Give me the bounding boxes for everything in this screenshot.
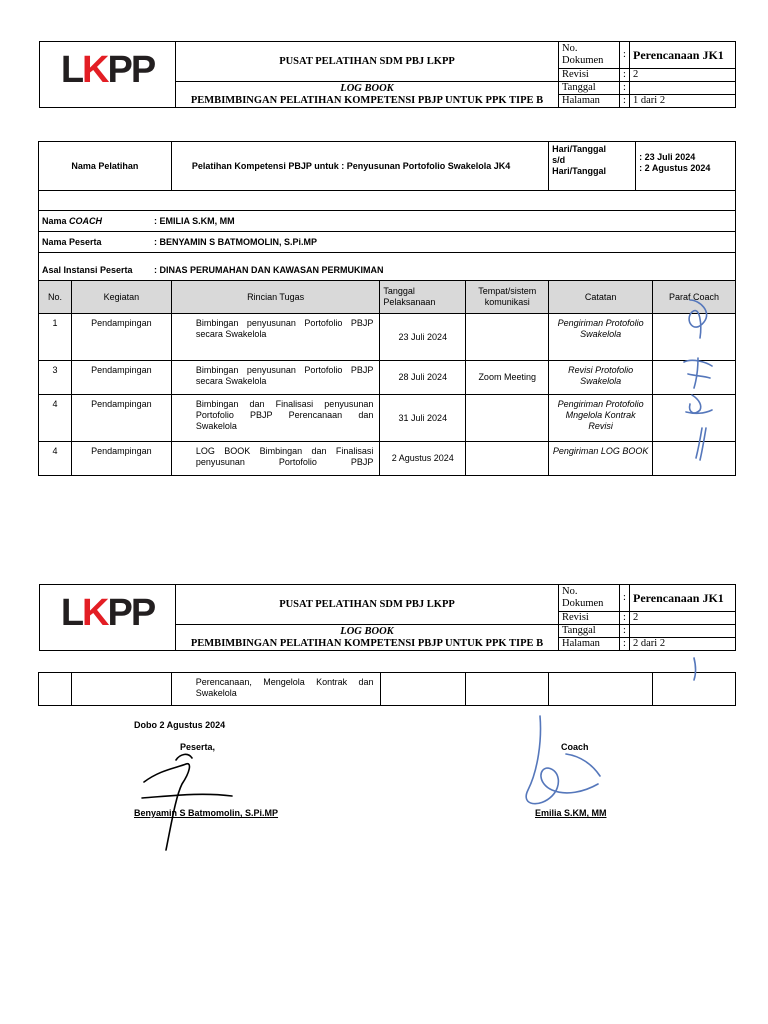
table-row: 4 Pendampingan LOG BOOK Bimbingan dan Finalisasi penyusunan Portofolio PBJP 2 Agustus 2024 Pengiriman LOG BOOK bbox=[39, 442, 736, 476]
doc-type: LOG BOOK bbox=[340, 625, 394, 637]
paraf-mark-4 bbox=[696, 428, 706, 460]
table-row: 3 Pendampingan Bimbingan penyusunan Portofolio PBJP secara Swakelola 28 Juli 2024 Zoom Meeting Revisi Protofolio Swakelola bbox=[39, 361, 736, 395]
peserta-sign-label: Peserta, bbox=[180, 742, 216, 752]
paraf-mark-1 bbox=[689, 300, 707, 338]
coach-sign-label: Coach bbox=[561, 742, 589, 752]
training-name-value: Pelatihan Kompetensi PBJP untuk : Penyusunan Portofolio Swakelola JK4 bbox=[171, 142, 548, 191]
place-date: Dobo 2 Agustus 2024 bbox=[134, 720, 226, 730]
revisi-value: 2 bbox=[630, 69, 736, 82]
halaman-value: 2 dari 2 bbox=[630, 638, 736, 651]
col-kegiatan: Kegiatan bbox=[71, 281, 171, 314]
peserta-signature bbox=[142, 754, 232, 850]
instansi-value: : DINAS PERUMAHAN DAN KAWASAN PERMUKIMAN bbox=[154, 264, 384, 275]
coach-label: COACH bbox=[69, 215, 103, 226]
coach-value: : EMILIA S.KM, MM bbox=[154, 215, 235, 226]
instansi-label: Asal Instansi Peserta bbox=[42, 264, 133, 275]
halaman-value: 1 dari 2 bbox=[630, 95, 736, 108]
doc-title: PEMBIMBINGAN PELATIHAN KOMPETENSI PBJP UNTUK PPK TIPE B bbox=[190, 637, 544, 649]
no-dokumen-value: Perencanaan JK1 bbox=[630, 42, 736, 69]
paraf-mark-2 bbox=[684, 358, 712, 388]
no-dokumen-value: Perencanaan JK1 bbox=[630, 585, 736, 612]
col-no: No. bbox=[39, 281, 72, 314]
tanggal-label: Tanggal bbox=[559, 625, 620, 638]
table-row: 1 Pendampingan Bimbingan penyusunan Portofolio PBJP secara Swakelola 23 Juli 2024 Pengiriman Protofolio Swakelola bbox=[39, 314, 736, 361]
no-dokumen-label: No. Dokumen bbox=[559, 585, 620, 612]
paraf-mark-3 bbox=[686, 395, 712, 413]
training-name-label: Nama Pelatihan bbox=[39, 142, 172, 191]
coach-signature bbox=[526, 716, 600, 804]
lkpp-logo-text: LKPP bbox=[60, 591, 155, 634]
training-dates: Hari/Tanggal s/d Hari/Tanggal : 23 Juli 2024 : 2 Agustus 2024 bbox=[549, 142, 736, 191]
doc-title: PEMBIMBINGAN PELATIHAN KOMPETENSI PBJP UNTUK PPK TIPE B bbox=[190, 94, 544, 106]
revisi-label: Revisi bbox=[559, 612, 620, 625]
coach-row: Nama COACH : EMILIA S.KM, MM bbox=[39, 211, 736, 232]
table-row: Perencanaan, Mengelola Kontrak dan Swakelola bbox=[39, 673, 736, 706]
doc-header-page1: LKPP PUSAT PELATIHAN SDM PBJ LKPP No. Dokumen : Perencanaan JK1 Revisi : 2 LOG BOOK PEMBIMBINGAN PELATIHAN KOMPETENSI PBJP UNTUK PPK TIPE B Tanggal : Halaman : 1 dari 2 bbox=[39, 41, 736, 108]
col-catatan: Catatan bbox=[549, 281, 653, 314]
peserta-sign-name: Benyamin S Batmomolin, S.Pi.MP bbox=[134, 808, 279, 818]
coach-sign-name: Emilia S.KM, MM bbox=[535, 808, 607, 818]
col-tempat: Tempat/sistem komunikasi bbox=[466, 281, 549, 314]
paraf-mark-5 bbox=[694, 658, 696, 680]
no-dokumen-label: No. Dokumen bbox=[559, 42, 620, 69]
halaman-label: Halaman bbox=[559, 95, 620, 108]
col-tanggal: Tanggal Pelaksanaan bbox=[380, 281, 466, 314]
halaman-label: Halaman bbox=[559, 638, 620, 651]
col-rincian: Rincian Tugas bbox=[171, 281, 380, 314]
table-row: 4 Pendampingan Bimbingan dan Finalisasi penyusunan Portofolio PBJP Perencanaan dan Swakelola 31 Juli 2024 Pengiriman Protofolio Mngelola Kontrak Revisi bbox=[39, 395, 736, 442]
peserta-value: : BENYAMIN S BATMOMOLIN, S.Pi.MP bbox=[154, 236, 318, 247]
end-date: : 2 Agustus 2024 bbox=[639, 163, 711, 173]
institution-name: PUSAT PELATIHAN SDM PBJ LKPP bbox=[176, 585, 559, 625]
peserta-label: Nama Peserta bbox=[42, 236, 102, 247]
revisi-value: 2 bbox=[630, 612, 736, 625]
doc-type: LOG BOOK bbox=[340, 82, 394, 94]
doc-header-page2: LKPP PUSAT PELATIHAN SDM PBJ LKPP No. Dokumen : Perencanaan JK1 Revisi : 2 LOG BOOK PEMBIMBINGAN PELATIHAN KOMPETENSI PBJP UNTUK PPK TIPE B Tanggal : Halaman : 2 dari 2 bbox=[39, 584, 736, 651]
institution-name: PUSAT PELATIHAN SDM PBJ LKPP bbox=[176, 42, 559, 82]
tanggal-label: Tanggal bbox=[559, 82, 620, 95]
revisi-label: Revisi bbox=[559, 69, 620, 82]
col-paraf: Paraf Coach bbox=[653, 281, 736, 314]
start-date: : 23 Juli 2024 bbox=[639, 152, 696, 162]
lkpp-logo-text: LKPP bbox=[60, 48, 155, 91]
